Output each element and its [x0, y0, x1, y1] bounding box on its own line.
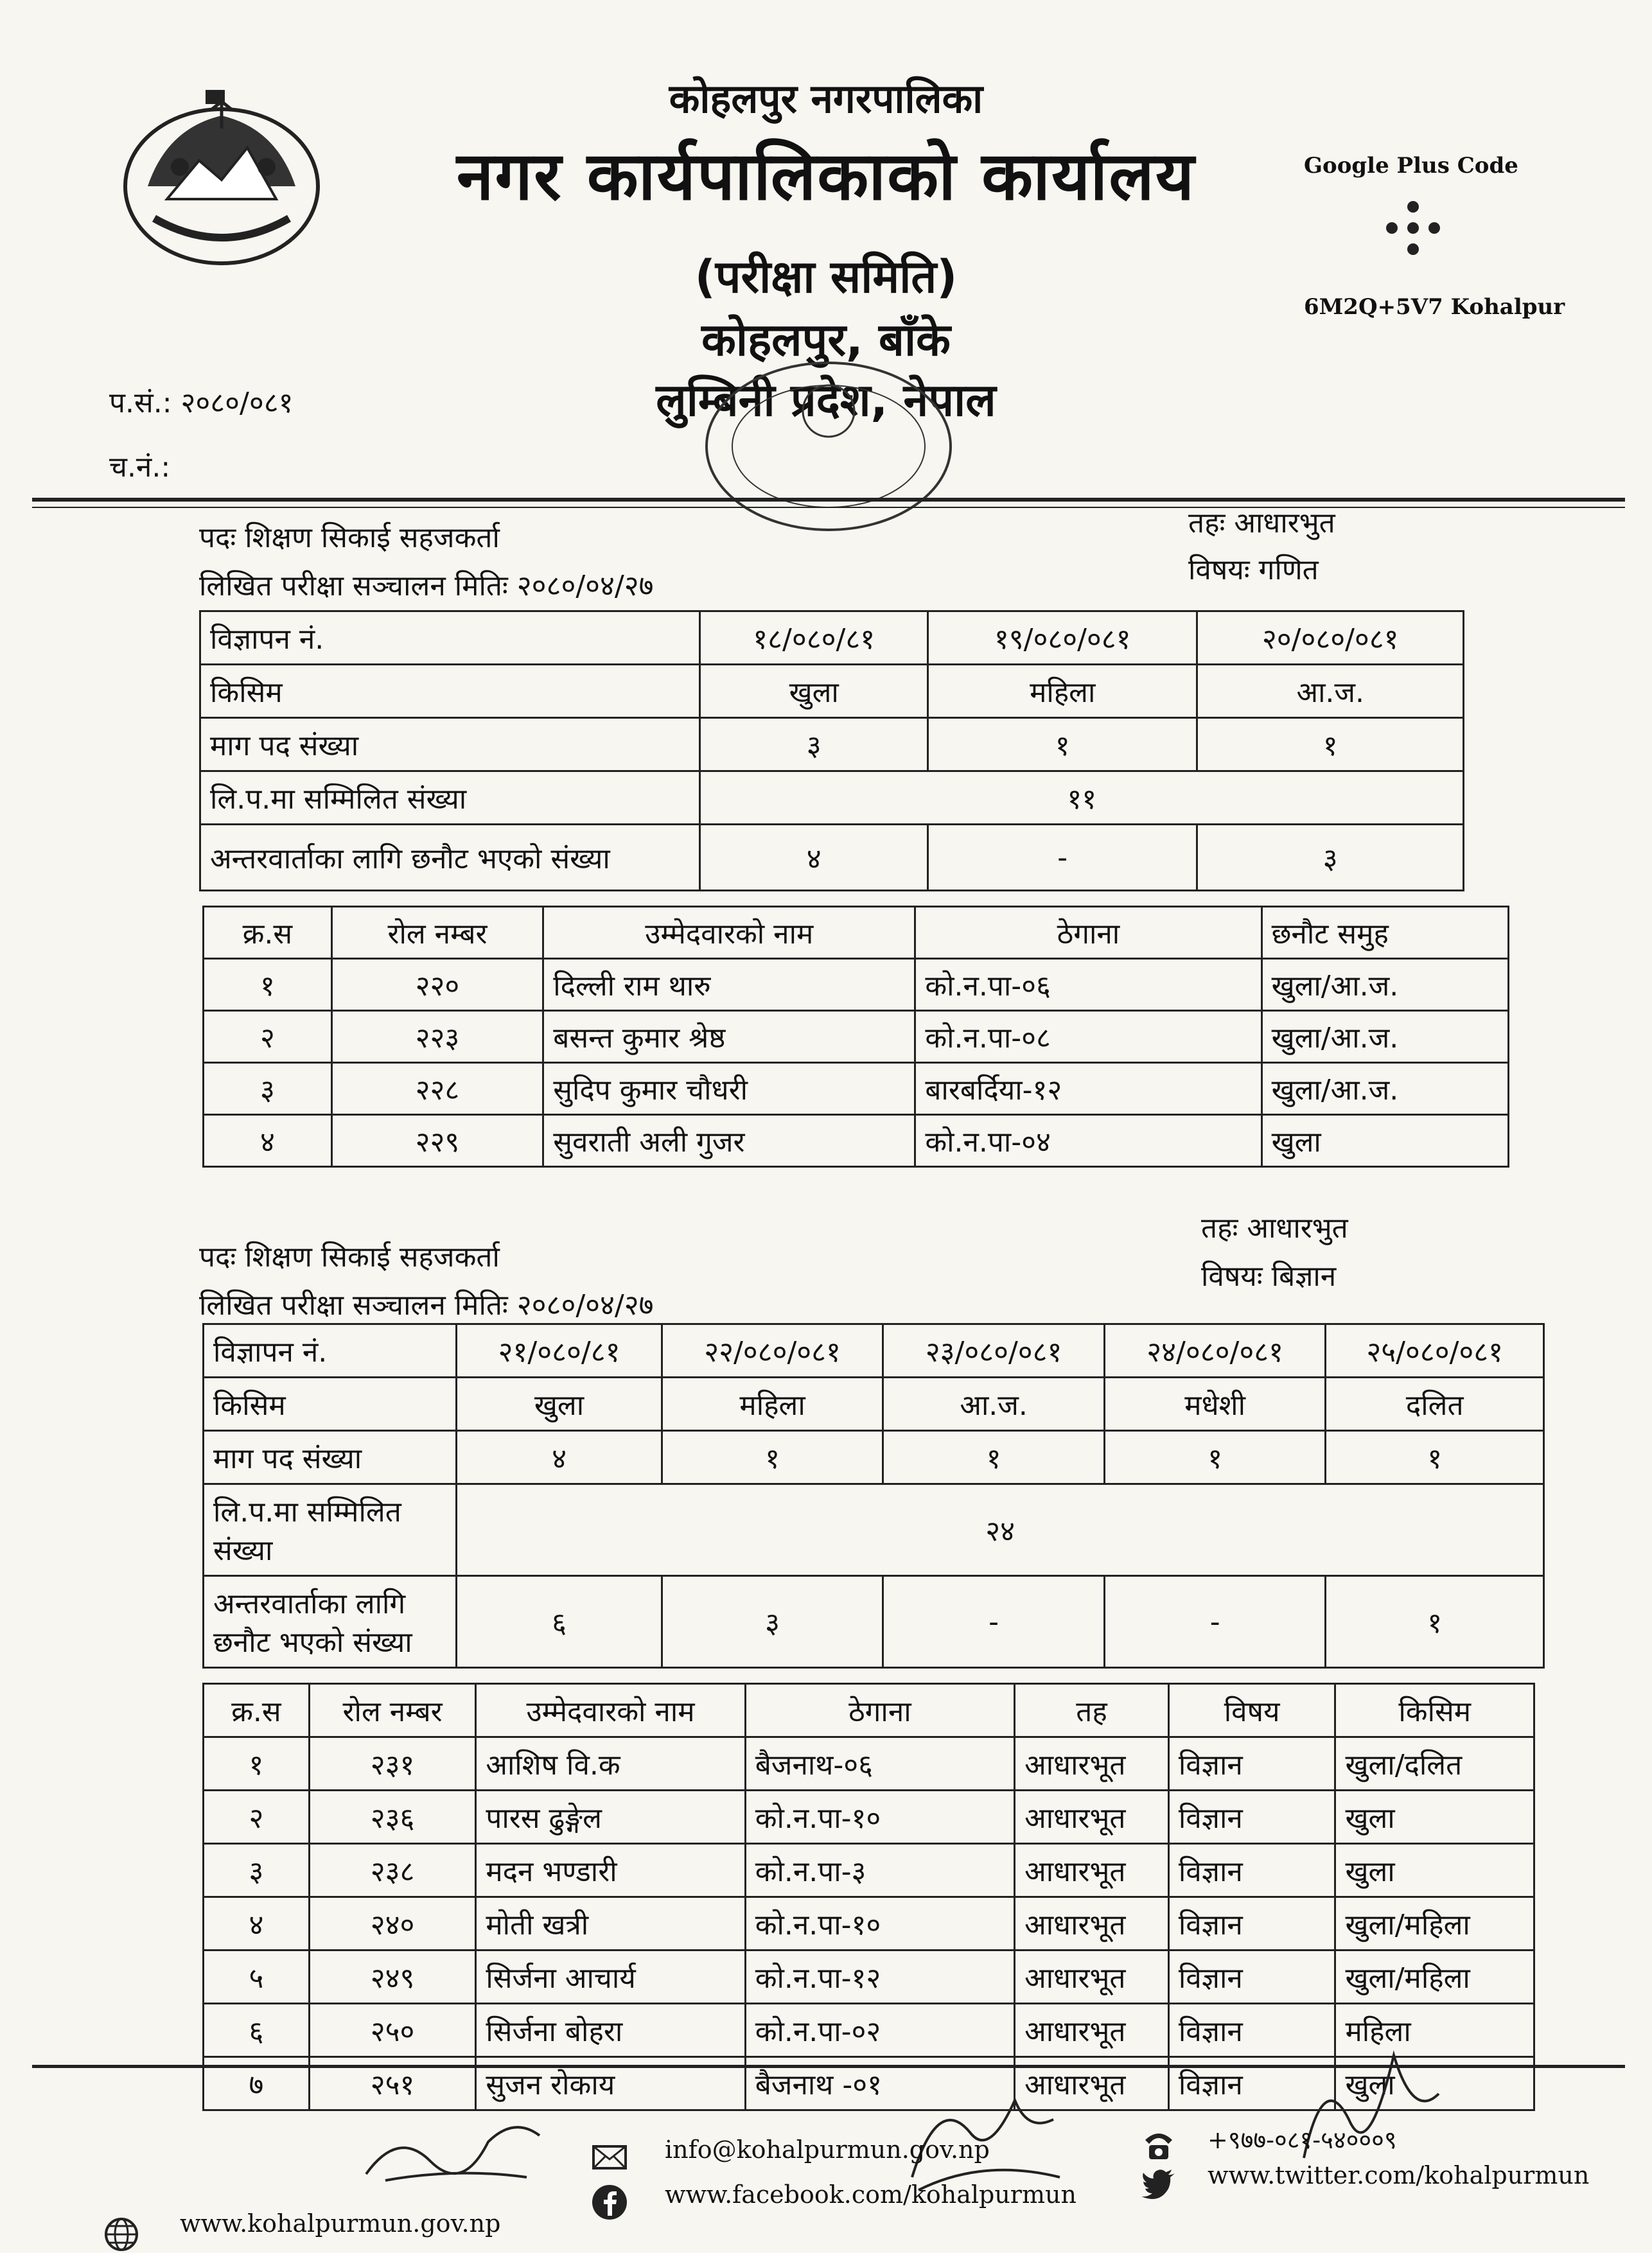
table-cell: २०/०८०/०८१ [1197, 611, 1464, 665]
table-cell: २३८ [309, 1844, 476, 1897]
table-cell: सिर्जना आचार्य [476, 1951, 745, 2004]
table-cell: मोती खत्री [476, 1897, 745, 1951]
table-cell: विज्ञापन नं. [204, 1324, 457, 1378]
table-cell: २ [204, 1791, 310, 1844]
website-link[interactable]: www.kohalpurmun.gov.np [180, 2209, 501, 2238]
table-cell: ३ [204, 1063, 332, 1115]
table-header-cell: क्र.स [204, 1684, 310, 1737]
table-header-cell: रोल नम्बर [331, 907, 543, 959]
table-cell: आधारभूत [1015, 1897, 1169, 1951]
table-cell: माग पद संख्या [204, 1431, 457, 1484]
table-cell: ३ [700, 718, 928, 771]
table-cell: ४ [204, 1897, 310, 1951]
table-cell: अन्तरवार्ताका लागि छनौट भएको संख्या [204, 1576, 457, 1668]
email-icon [591, 2139, 628, 2176]
table-cell: २३/०८०/०८१ [883, 1324, 1105, 1378]
table-cell: विज्ञान [1168, 1737, 1335, 1791]
table-cell: १ [1104, 1431, 1326, 1484]
table-cell: २३६ [309, 1791, 476, 1844]
committee-name: (परीक्षा समिति) [694, 250, 958, 303]
table-cell: दिल्ली राम थारु [543, 959, 915, 1011]
table-cell: ३ [1197, 825, 1464, 891]
google-plus-code: 6M2Q+5V7 Kohalpur [1304, 294, 1565, 320]
table-cell: माग पद संख्या [200, 718, 700, 771]
facebook-icon [591, 2184, 628, 2221]
table-row [204, 1115, 1509, 1167]
table-row [204, 1324, 1544, 1378]
province-name: लुम्बिनी प्रदेश, नेपाल [656, 374, 996, 426]
section1-candidates-table [202, 906, 1509, 1168]
table-cell: २२९ [331, 1115, 543, 1167]
table-cell: ३ [662, 1576, 883, 1668]
table-cell: १ [883, 1431, 1105, 1484]
table-cell: २३१ [309, 1737, 476, 1791]
globe-icon [103, 2216, 140, 2253]
section1-post: पदः शिक्षण सिकाई सहजकर्ता [199, 522, 500, 554]
table-header-row [204, 907, 1509, 959]
table-cell: सुजन रोकाय [476, 2057, 745, 2110]
table-row [200, 665, 1464, 718]
table-cell: ४ [700, 825, 928, 891]
section2-post: पदः शिक्षण सिकाई सहजकर्ता [199, 1241, 500, 1274]
table-cell: १ [662, 1431, 883, 1484]
table-cell: २५१ [309, 2057, 476, 2110]
table-cell: ५ [204, 1951, 310, 2004]
table-cell: मधेशी [1104, 1378, 1326, 1431]
table-cell: मदन भण्डारी [476, 1844, 745, 1897]
section1-subject: विषयः गणित [1188, 554, 1319, 586]
table-cell: सिर्जना बोहरा [476, 2004, 745, 2057]
table-header-cell: छनौट समुह [1261, 907, 1508, 959]
table-cell: २१/०८०/८१ [457, 1324, 662, 1378]
table-header-row [204, 1684, 1534, 1737]
table-cell: १ [1326, 1431, 1544, 1484]
table-row [204, 1484, 1544, 1576]
table-cell: खुला/आ.ज. [1261, 959, 1508, 1011]
table-cell: ६ [457, 1576, 662, 1668]
table-cell: खुला [1335, 1791, 1534, 1844]
table-cell: ४ [457, 1431, 662, 1484]
table-cell: खुला/दलित [1335, 1737, 1534, 1791]
plus-code-icon [1384, 199, 1442, 257]
table-cell: महिला [928, 665, 1197, 718]
table-cell: खुला/आ.ज. [1261, 1011, 1508, 1063]
table-cell: को.न.पा-०४ [915, 1115, 1261, 1167]
table-row [204, 959, 1509, 1011]
signature-icon [360, 2103, 552, 2193]
table-cell: आधारभूत [1015, 1737, 1169, 1791]
table-header-cell: रोल नम्बर [309, 1684, 476, 1737]
table-cell: विज्ञान [1168, 2004, 1335, 2057]
table-row [200, 718, 1464, 771]
table-cell: बैजनाथ -०१ [745, 2057, 1014, 2110]
table-cell: ११ [700, 771, 1464, 825]
table-cell: ३ [204, 1844, 310, 1897]
table-cell: खुला [1335, 2057, 1534, 2110]
table-cell: महिला [1335, 2004, 1534, 2057]
table-cell: २५/०८०/०८१ [1326, 1324, 1544, 1378]
table-cell: को.न.पा-१० [745, 1897, 1014, 1951]
table-cell: आ.ज. [1197, 665, 1464, 718]
table-cell: २४/०८०/०८१ [1104, 1324, 1326, 1378]
table-cell: खुला/महिला [1335, 1897, 1534, 1951]
table-row [204, 1063, 1509, 1115]
table-cell: को.न.पा-१० [745, 1791, 1014, 1844]
table-cell: किसिम [204, 1378, 457, 1431]
table-cell: लि.प.मा सम्मिलित संख्या [200, 771, 700, 825]
table-cell: २ [204, 1011, 332, 1063]
twitter-link[interactable]: www.twitter.com/kohalpurmun [1208, 2161, 1590, 2189]
header-divider-thin [32, 507, 1625, 508]
office-title: नगर कार्यपालिकाको कार्यालय [456, 137, 1196, 215]
table-cell: १८/०८०/८१ [700, 611, 928, 665]
table-cell: को.न.पा-३ [745, 1844, 1014, 1897]
table-cell: को.न.पा-०६ [915, 959, 1261, 1011]
table-cell: १ [204, 959, 332, 1011]
city-name: कोहलपुर, बाँके [701, 313, 951, 366]
table-cell: आ.ज. [883, 1378, 1105, 1431]
table-cell: सुवराती अली गुजर [543, 1115, 915, 1167]
table-cell: - [1104, 1576, 1326, 1668]
google-plus-code-label: Google Plus Code [1304, 153, 1518, 179]
table-cell: किसिम [200, 665, 700, 718]
phone-number: +९७७-०८१-५४०००९ [1208, 2126, 1397, 2154]
table-cell: खुला [457, 1378, 662, 1431]
table-cell: - [883, 1576, 1105, 1668]
table-header-cell: ठेगाना [915, 907, 1261, 959]
table-cell: विज्ञान [1168, 1791, 1335, 1844]
twitter-icon [1140, 2164, 1177, 2202]
table-header-cell: उम्मेदवारको नाम [543, 907, 915, 959]
table-cell: १ [1326, 1576, 1544, 1668]
table-row [200, 771, 1464, 825]
table-cell: ६ [204, 2004, 310, 2057]
table-row [204, 1011, 1509, 1063]
table-cell: आधारभूत [1015, 1951, 1169, 2004]
table-header-cell: ठेगाना [745, 1684, 1014, 1737]
table-cell: सुदिप कुमार चौधरी [543, 1063, 915, 1115]
table-cell: खुला [1335, 1844, 1534, 1897]
table-cell: दलित [1326, 1378, 1544, 1431]
table-cell: २२८ [331, 1063, 543, 1115]
table-cell: लि.प.मा सम्मिलित संख्या [204, 1484, 457, 1576]
table-cell: २२० [331, 959, 543, 1011]
table-row [200, 825, 1464, 891]
table-cell: विज्ञापन नं. [200, 611, 700, 665]
section1-summary-table [199, 610, 1464, 891]
table-header-cell: उम्मेदवारको नाम [476, 1684, 745, 1737]
table-cell: को.न.पा-०८ [915, 1011, 1261, 1063]
table-header-cell: तह [1015, 1684, 1169, 1737]
dispatch-number: च.नं.: [109, 451, 171, 484]
table-row [204, 1431, 1544, 1484]
table-cell: २४ [457, 1484, 1544, 1576]
table-cell: अन्तरवार्ताका लागि छनौट भएको संख्या [200, 825, 700, 891]
table-row [204, 1844, 1534, 1897]
table-cell: पारस ढुङ्गेल [476, 1791, 745, 1844]
table-cell: खुला/आ.ज. [1261, 1063, 1508, 1115]
table-cell: २५० [309, 2004, 476, 2057]
table-cell: १ [1197, 718, 1464, 771]
header-divider [32, 498, 1625, 502]
table-cell: आधारभूत [1015, 1844, 1169, 1897]
table-row [200, 611, 1464, 665]
table-cell: १ [204, 1737, 310, 1791]
table-header-cell: क्र.स [204, 907, 332, 959]
section2-subject: विषयः बिज्ञान [1201, 1260, 1337, 1293]
table-cell: आधारभूत [1015, 2004, 1169, 2057]
section2-summary-table [202, 1323, 1545, 1669]
table-cell: खुला [1261, 1115, 1508, 1167]
table-cell: आशिष वि.क [476, 1737, 745, 1791]
table-cell: विज्ञान [1168, 1951, 1335, 2004]
table-row [204, 1378, 1544, 1431]
facebook-link[interactable]: www.facebook.com/kohalpurmun [665, 2180, 1076, 2209]
table-row [204, 1791, 1534, 1844]
table-cell: ४ [204, 1115, 332, 1167]
table-cell: ७ [204, 2057, 310, 2110]
table-cell: विज्ञान [1168, 2057, 1335, 2110]
municipality-name: कोहलपुर नगरपालिका [669, 75, 983, 122]
table-row [204, 1951, 1534, 2004]
table-cell: १ [928, 718, 1197, 771]
table-cell: खुला/महिला [1335, 1951, 1534, 2004]
reference-number: प.सं.: २०८०/०८१ [109, 387, 294, 419]
table-cell: १९/०८०/०८१ [928, 611, 1197, 665]
table-cell: बसन्त कुमार श्रेष्ठ [543, 1011, 915, 1063]
table-cell: विज्ञान [1168, 1897, 1335, 1951]
table-row [204, 1576, 1544, 1668]
table-row [204, 1897, 1534, 1951]
table-cell: २४९ [309, 1951, 476, 2004]
section2-exam-date: लिखित परीक्षा सञ्चालन मितिः २०८०/०४/२७ [199, 1289, 654, 1322]
table-header-cell: किसिम [1335, 1684, 1534, 1737]
section1-exam-date: लिखित परीक्षा सञ्चालन मितिः २०८०/०४/२७ [199, 570, 654, 602]
phone-icon [1140, 2126, 1177, 2163]
table-cell: २२/०८०/०८१ [662, 1324, 883, 1378]
table-cell: - [928, 825, 1197, 891]
table-cell: को.न.पा-१२ [745, 1951, 1014, 2004]
table-cell: २४० [309, 1897, 476, 1951]
section1-level: तहः आधारभुत [1188, 507, 1335, 539]
table-cell: विज्ञान [1168, 1844, 1335, 1897]
email-link[interactable]: info@kohalpurmun.gov.np [665, 2135, 990, 2164]
table-cell: महिला [662, 1378, 883, 1431]
table-row [204, 1737, 1534, 1791]
table-cell: खुला [700, 665, 928, 718]
table-cell: बैजनाथ-०६ [745, 1737, 1014, 1791]
table-cell: आधारभूत [1015, 2057, 1169, 2110]
table-cell: आधारभूत [1015, 1791, 1169, 1844]
table-cell: २२३ [331, 1011, 543, 1063]
section2-level: तहः आधारभुत [1201, 1212, 1348, 1245]
table-cell: बारबर्दिया-१२ [915, 1063, 1261, 1115]
office-stamp-icon [694, 350, 963, 543]
table-cell: को.न.पा-०२ [745, 2004, 1014, 2057]
table-header-cell: विषय [1168, 1684, 1335, 1737]
